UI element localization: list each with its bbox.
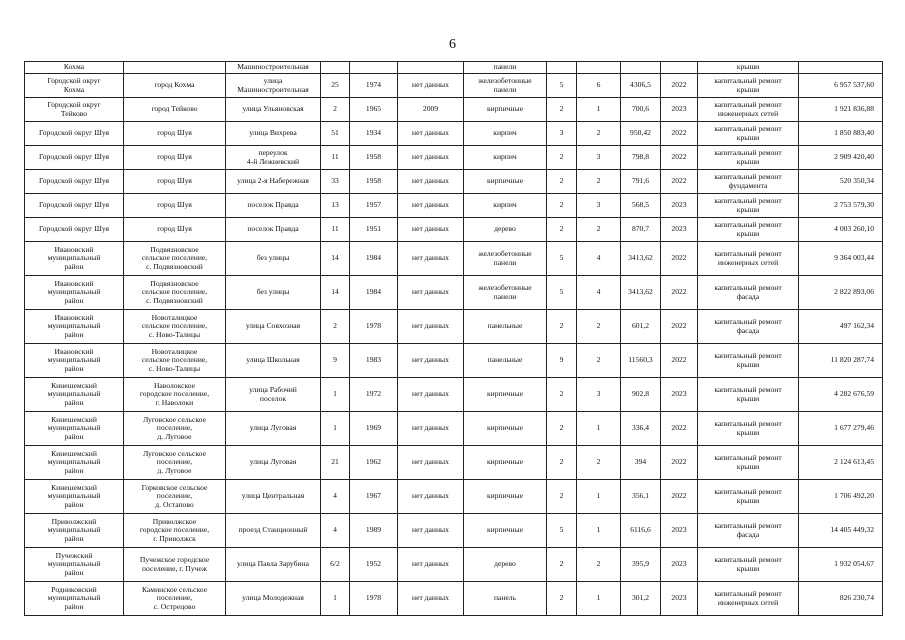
house-number-cell: 33 <box>321 170 350 194</box>
floors-cell: 5 <box>547 242 577 276</box>
wall-material-cell: дерево <box>464 218 547 242</box>
work-type-cell: капитальный ремонт крыши <box>698 446 799 480</box>
floors-cell: 5 <box>547 514 577 548</box>
street-cell: без улицы <box>226 242 321 276</box>
table-row <box>25 514 883 548</box>
reconstruction-year-cell: 2009 <box>398 98 464 122</box>
house-number-cell: 14 <box>321 276 350 310</box>
reconstruction-year-cell: нет данных <box>398 74 464 98</box>
wall-material-cell: панельные <box>464 310 547 344</box>
municipality-cell: Кинешемский муниципальный район <box>25 412 124 446</box>
street-cell: без улицы <box>226 276 321 310</box>
floors-cell: 5 <box>547 74 577 98</box>
table-row <box>25 170 883 194</box>
house-number-cell: 6/2 <box>321 548 350 582</box>
wall-material-cell: кирпичные <box>464 170 547 194</box>
floors-cell: 2 <box>547 446 577 480</box>
cost-cell: 497 162,34 <box>799 310 883 344</box>
reconstruction-year-cell: нет данных <box>398 480 464 514</box>
reconstruction-year-cell <box>398 62 464 74</box>
planned-year-cell: 2023 <box>661 548 698 582</box>
cost-cell: 6 957 537,60 <box>799 74 883 98</box>
municipality-cell: Городской округ Шуя <box>25 122 124 146</box>
planned-year-cell: 2022 <box>661 480 698 514</box>
entrances-cell: 3 <box>577 146 621 170</box>
municipality-cell: Ивановский муниципальный район <box>25 344 124 378</box>
table-row <box>25 480 883 514</box>
settlement-cell: город Тейково <box>124 98 226 122</box>
wall-material-cell: панель <box>464 582 547 616</box>
entrances-cell: 2 <box>577 446 621 480</box>
table-row <box>25 62 883 74</box>
work-type-cell: капитальный ремонт фасада <box>698 310 799 344</box>
municipality-cell: Ивановский муниципальный район <box>25 310 124 344</box>
build-year-cell: 1958 <box>350 146 398 170</box>
area-cell: 3413,62 <box>621 276 661 310</box>
area-cell: 336,4 <box>621 412 661 446</box>
street-cell: улица Павла Зарубина <box>226 548 321 582</box>
work-type-cell: крыши <box>698 62 799 74</box>
reconstruction-year-cell: нет данных <box>398 194 464 218</box>
street-cell: улица Луговая <box>226 412 321 446</box>
area-cell: 601,2 <box>621 310 661 344</box>
planned-year-cell: 2023 <box>661 218 698 242</box>
work-type-cell: капитальный ремонт крыши <box>698 218 799 242</box>
municipality-cell: Пучежский муниципальный район <box>25 548 124 582</box>
wall-material-cell: железобетонные панели <box>464 74 547 98</box>
municipality-cell: Городской округ Шуя <box>25 194 124 218</box>
house-number-cell: 2 <box>321 98 350 122</box>
wall-material-cell: кирпичные <box>464 446 547 480</box>
work-type-cell: капитальный ремонт инженерных сетей <box>698 242 799 276</box>
street-cell: поселок Правда <box>226 194 321 218</box>
build-year-cell: 1984 <box>350 276 398 310</box>
entrances-cell: 4 <box>577 276 621 310</box>
street-cell: переулок 4-й Лежневский <box>226 146 321 170</box>
reconstruction-year-cell: нет данных <box>398 514 464 548</box>
area-cell: 6116,6 <box>621 514 661 548</box>
area-cell: 301,2 <box>621 582 661 616</box>
cost-cell: 1 677 279,46 <box>799 412 883 446</box>
wall-material-cell: кирпич <box>464 194 547 218</box>
floors-cell: 2 <box>547 548 577 582</box>
floors-cell: 2 <box>547 146 577 170</box>
build-year-cell <box>350 62 398 74</box>
work-type-cell: капитальный ремонт фасада <box>698 276 799 310</box>
reconstruction-year-cell: нет данных <box>398 242 464 276</box>
municipality-cell: Ивановский муниципальный район <box>25 242 124 276</box>
street-cell: улица Луговая <box>226 446 321 480</box>
housing-repair-table <box>24 61 883 616</box>
floors-cell: 2 <box>547 194 577 218</box>
street-cell: поселок Правда <box>226 218 321 242</box>
planned-year-cell: 2023 <box>661 194 698 218</box>
municipality-cell: Кинешемский муниципальный район <box>25 378 124 412</box>
entrances-cell: 2 <box>577 310 621 344</box>
planned-year-cell: 2023 <box>661 514 698 548</box>
planned-year-cell: 2023 <box>661 98 698 122</box>
wall-material-cell: железобетонные панели <box>464 242 547 276</box>
area-cell: 798,8 <box>621 146 661 170</box>
house-number-cell <box>321 62 350 74</box>
house-number-cell: 1 <box>321 582 350 616</box>
table-row <box>25 122 883 146</box>
area-cell: 394 <box>621 446 661 480</box>
area-cell: 4306,5 <box>621 74 661 98</box>
municipality-cell: Кохма <box>25 62 124 74</box>
reconstruction-year-cell: нет данных <box>398 276 464 310</box>
cost-cell: 14 405 449,32 <box>799 514 883 548</box>
entrances-cell: 1 <box>577 412 621 446</box>
settlement-cell: Луговское сельское поселение, д. Луговое <box>124 412 226 446</box>
entrances-cell: 1 <box>577 514 621 548</box>
planned-year-cell: 2022 <box>661 412 698 446</box>
reconstruction-year-cell: нет данных <box>398 122 464 146</box>
floors-cell: 2 <box>547 310 577 344</box>
build-year-cell: 1958 <box>350 170 398 194</box>
wall-material-cell: кирпичные <box>464 378 547 412</box>
area-cell: 568,5 <box>621 194 661 218</box>
build-year-cell: 1934 <box>350 122 398 146</box>
entrances-cell: 3 <box>577 378 621 412</box>
municipality-cell: Городской округ Шуя <box>25 170 124 194</box>
build-year-cell: 1951 <box>350 218 398 242</box>
build-year-cell: 1972 <box>350 378 398 412</box>
wall-material-cell: дерево <box>464 548 547 582</box>
build-year-cell: 1967 <box>350 480 398 514</box>
build-year-cell: 1962 <box>350 446 398 480</box>
area-cell: 3413,62 <box>621 242 661 276</box>
table-row <box>25 74 883 98</box>
area-cell: 356,1 <box>621 480 661 514</box>
build-year-cell: 1952 <box>350 548 398 582</box>
street-cell: улица Молодежная <box>226 582 321 616</box>
floors-cell: 2 <box>547 98 577 122</box>
street-cell: улица Вихрева <box>226 122 321 146</box>
floors-cell: 2 <box>547 480 577 514</box>
wall-material-cell: железобетонные панели <box>464 276 547 310</box>
planned-year-cell <box>661 62 698 74</box>
work-type-cell: капитальный ремонт крыши <box>698 412 799 446</box>
house-number-cell: 51 <box>321 122 350 146</box>
cost-cell: 2 124 613,45 <box>799 446 883 480</box>
planned-year-cell: 2022 <box>661 122 698 146</box>
municipality-cell: Родниковский муниципальный район <box>25 582 124 616</box>
street-cell: улица 2-я Набережная <box>226 170 321 194</box>
planned-year-cell: 2022 <box>661 310 698 344</box>
house-number-cell: 9 <box>321 344 350 378</box>
entrances-cell: 1 <box>577 582 621 616</box>
reconstruction-year-cell: нет данных <box>398 310 464 344</box>
build-year-cell: 1978 <box>350 582 398 616</box>
settlement-cell: Наволокское городское поселение, г. Наволоки <box>124 378 226 412</box>
entrances-cell: 2 <box>577 344 621 378</box>
house-number-cell: 1 <box>321 412 350 446</box>
settlement-cell: город Шуя <box>124 170 226 194</box>
house-number-cell: 13 <box>321 194 350 218</box>
planned-year-cell: 2022 <box>661 446 698 480</box>
street-cell: улица Ульяновская <box>226 98 321 122</box>
municipality-cell: Городской округ Тейково <box>25 98 124 122</box>
table-row <box>25 98 883 122</box>
floors-cell: 5 <box>547 276 577 310</box>
entrances-cell: 6 <box>577 74 621 98</box>
table-row <box>25 242 883 276</box>
cost-cell: 2 822 893,06 <box>799 276 883 310</box>
street-cell: улица Совхозная <box>226 310 321 344</box>
work-type-cell: капитальный ремонт крыши <box>698 344 799 378</box>
floors-cell: 2 <box>547 170 577 194</box>
table-row <box>25 446 883 480</box>
entrances-cell: 4 <box>577 242 621 276</box>
area-cell <box>621 62 661 74</box>
house-number-cell: 4 <box>321 514 350 548</box>
table-row <box>25 218 883 242</box>
reconstruction-year-cell: нет данных <box>398 344 464 378</box>
area-cell: 11560,3 <box>621 344 661 378</box>
work-type-cell: капитальный ремонт инженерных сетей <box>698 582 799 616</box>
settlement-cell: Новоталицкое сельское поселение, с. Ново-Талицы <box>124 310 226 344</box>
house-number-cell: 2 <box>321 310 350 344</box>
house-number-cell: 11 <box>321 146 350 170</box>
settlement-cell: Пучежское городское поселение, г. Пучеж <box>124 548 226 582</box>
wall-material-cell: кирпич <box>464 122 547 146</box>
entrances-cell: 2 <box>577 170 621 194</box>
entrances-cell: 2 <box>577 548 621 582</box>
build-year-cell: 1983 <box>350 344 398 378</box>
settlement-cell: Новоталицкое сельское поселение, с. Ново-Талицы <box>124 344 226 378</box>
reconstruction-year-cell: нет данных <box>398 378 464 412</box>
planned-year-cell: 2022 <box>661 74 698 98</box>
wall-material-cell: панельные <box>464 344 547 378</box>
planned-year-cell: 2022 <box>661 242 698 276</box>
floors-cell: 9 <box>547 344 577 378</box>
municipality-cell: Кинешемский муниципальный район <box>25 446 124 480</box>
table-row <box>25 412 883 446</box>
cost-cell: 2 909 420,40 <box>799 146 883 170</box>
cost-cell: 1 932 054,67 <box>799 548 883 582</box>
area-cell: 902,8 <box>621 378 661 412</box>
settlement-cell: Луговское сельское поселение, д. Луговое <box>124 446 226 480</box>
settlement-cell: город Шуя <box>124 122 226 146</box>
build-year-cell: 1969 <box>350 412 398 446</box>
cost-cell <box>799 62 883 74</box>
street-cell: улица Школьная <box>226 344 321 378</box>
cost-cell: 826 230,74 <box>799 582 883 616</box>
planned-year-cell: 2023 <box>661 378 698 412</box>
municipality-cell: Городской округ Кохма <box>25 74 124 98</box>
floors-cell: 2 <box>547 412 577 446</box>
cost-cell: 4 003 260,10 <box>799 218 883 242</box>
settlement-cell: город Шуя <box>124 218 226 242</box>
floors-cell <box>547 62 577 74</box>
wall-material-cell: кирпичные <box>464 514 547 548</box>
planned-year-cell: 2022 <box>661 344 698 378</box>
planned-year-cell: 2022 <box>661 276 698 310</box>
settlement-cell: Подвязновское сельское поселение, с. Подвязновский <box>124 276 226 310</box>
reconstruction-year-cell: нет данных <box>398 218 464 242</box>
area-cell: 870,7 <box>621 218 661 242</box>
house-number-cell: 4 <box>321 480 350 514</box>
table-row <box>25 276 883 310</box>
entrances-cell <box>577 62 621 74</box>
cost-cell: 1 921 836,88 <box>799 98 883 122</box>
settlement-cell: город Кохма <box>124 74 226 98</box>
reconstruction-year-cell: нет данных <box>398 146 464 170</box>
work-type-cell: капитальный ремонт крыши <box>698 480 799 514</box>
area-cell: 950,42 <box>621 122 661 146</box>
table-row <box>25 582 883 616</box>
house-number-cell: 21 <box>321 446 350 480</box>
wall-material-cell: кирпичные <box>464 412 547 446</box>
cost-cell: 11 820 287,74 <box>799 344 883 378</box>
settlement-cell: Каминское сельское поселение, с. Острецово <box>124 582 226 616</box>
house-number-cell: 25 <box>321 74 350 98</box>
floors-cell: 2 <box>547 582 577 616</box>
table-row <box>25 344 883 378</box>
planned-year-cell: 2022 <box>661 146 698 170</box>
work-type-cell: капитальный ремонт фасада <box>698 514 799 548</box>
build-year-cell: 1978 <box>350 310 398 344</box>
cost-cell: 9 364 003,44 <box>799 242 883 276</box>
municipality-cell: Приволжский муниципальный район <box>25 514 124 548</box>
area-cell: 791,6 <box>621 170 661 194</box>
build-year-cell: 1989 <box>350 514 398 548</box>
work-type-cell: капитальный ремонт крыши <box>698 146 799 170</box>
entrances-cell: 3 <box>577 194 621 218</box>
settlement-cell: город Шуя <box>124 146 226 170</box>
wall-material-cell: кирпичные <box>464 480 547 514</box>
street-cell: улица Центральная <box>226 480 321 514</box>
cost-cell: 1 850 883,40 <box>799 122 883 146</box>
wall-material-cell: панели <box>464 62 547 74</box>
build-year-cell: 1984 <box>350 242 398 276</box>
work-type-cell: капитальный ремонт крыши <box>698 74 799 98</box>
reconstruction-year-cell: нет данных <box>398 582 464 616</box>
table-row <box>25 378 883 412</box>
house-number-cell: 11 <box>321 218 350 242</box>
cost-cell: 4 282 676,59 <box>799 378 883 412</box>
reconstruction-year-cell: нет данных <box>398 446 464 480</box>
street-cell: улица Рабочий поселок <box>226 378 321 412</box>
municipality-cell: Ивановский муниципальный район <box>25 276 124 310</box>
floors-cell: 2 <box>547 218 577 242</box>
entrances-cell: 1 <box>577 480 621 514</box>
build-year-cell: 1974 <box>350 74 398 98</box>
municipality-cell: Городской округ Шуя <box>25 218 124 242</box>
street-cell: проезд Станционный <box>226 514 321 548</box>
reconstruction-year-cell: нет данных <box>398 548 464 582</box>
house-number-cell: 14 <box>321 242 350 276</box>
cost-cell: 520 350,34 <box>799 170 883 194</box>
table-body <box>25 62 883 616</box>
planned-year-cell: 2022 <box>661 170 698 194</box>
street-cell: Машиностроительная <box>226 62 321 74</box>
table-row <box>25 548 883 582</box>
page-number: 6 <box>449 37 456 52</box>
settlement-cell: Горковское сельское поселение, д. Остапово <box>124 480 226 514</box>
entrances-cell: 1 <box>577 98 621 122</box>
wall-material-cell: кирпичные <box>464 98 547 122</box>
municipality-cell: Кинешемский муниципальный район <box>25 480 124 514</box>
municipality-cell: Городской округ Шуя <box>25 146 124 170</box>
work-type-cell: капитальный ремонт крыши <box>698 378 799 412</box>
table-row <box>25 310 883 344</box>
reconstruction-year-cell: нет данных <box>398 412 464 446</box>
work-type-cell: капитальный ремонт крыши <box>698 194 799 218</box>
settlement-cell: Приволжское городское поселение, г. Приволжск <box>124 514 226 548</box>
entrances-cell: 2 <box>577 218 621 242</box>
planned-year-cell: 2023 <box>661 582 698 616</box>
floors-cell: 2 <box>547 378 577 412</box>
settlement-cell: город Шуя <box>124 194 226 218</box>
house-number-cell: 1 <box>321 378 350 412</box>
wall-material-cell: кирпич <box>464 146 547 170</box>
work-type-cell: капитальный ремонт инженерных сетей <box>698 98 799 122</box>
work-type-cell: капитальный ремонт фундамента <box>698 170 799 194</box>
work-type-cell: капитальный ремонт крыши <box>698 122 799 146</box>
build-year-cell: 1965 <box>350 98 398 122</box>
floors-cell: 3 <box>547 122 577 146</box>
entrances-cell: 2 <box>577 122 621 146</box>
reconstruction-year-cell: нет данных <box>398 170 464 194</box>
cost-cell: 1 706 492,20 <box>799 480 883 514</box>
street-cell: улица Машиностроительная <box>226 74 321 98</box>
build-year-cell: 1957 <box>350 194 398 218</box>
settlement-cell <box>124 62 226 74</box>
area-cell: 395,9 <box>621 548 661 582</box>
table-row <box>25 194 883 218</box>
settlement-cell: Подвязновское сельское поселение, с. Подвязновский <box>124 242 226 276</box>
cost-cell: 2 753 579,30 <box>799 194 883 218</box>
table-row <box>25 146 883 170</box>
work-type-cell: капитальный ремонт крыши <box>698 548 799 582</box>
area-cell: 700,6 <box>621 98 661 122</box>
